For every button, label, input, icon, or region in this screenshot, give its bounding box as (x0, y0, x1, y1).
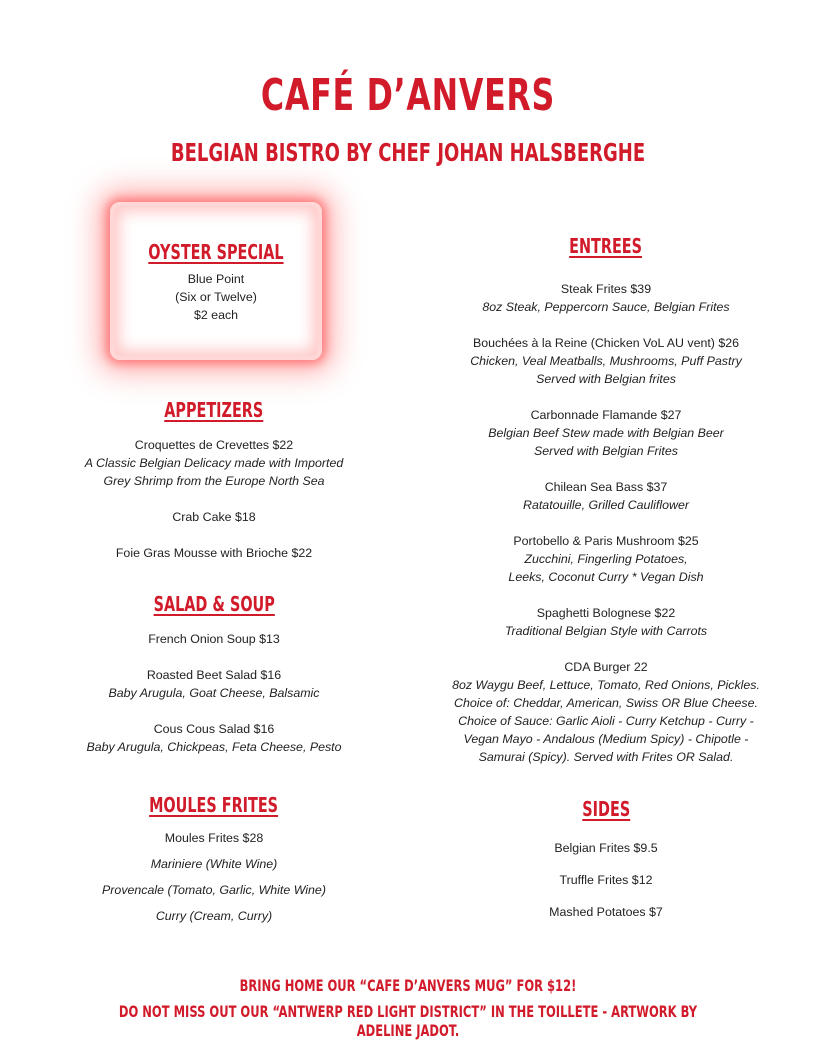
item-desc: Ratatouille, Grilled Cauliflower (523, 498, 689, 512)
item-name: CDA Burger 22 (564, 660, 648, 674)
menu-item (430, 334, 782, 388)
item-name: Chilean Sea Bass $37 (544, 480, 668, 494)
item-desc: Provencale (Tomato, Garlic, White Wine) (102, 883, 326, 897)
oyster-special-heading: OYSTER SPECIAL (148, 240, 284, 264)
item-name: Crab Cake $18 (172, 510, 256, 524)
entrees-heading: ENTREES (569, 234, 643, 258)
item-desc: Baby Arugula, Chickpeas, Feta Cheese, Pesto (86, 740, 342, 754)
item-name: Cous Cous Salad $16 (153, 722, 275, 736)
entrees-section (430, 234, 782, 766)
oyster-line: (Six or Twelve) (175, 290, 257, 304)
footer-mug-promo: BRING HOME OUR “CAFE D’ANVERS MUG” FOR $12! (239, 976, 577, 995)
oyster-line: Blue Point (187, 272, 245, 286)
item-desc: Served with Belgian Frites (534, 444, 678, 458)
menu-item (40, 436, 388, 490)
menu-item (40, 508, 388, 526)
menu-item (430, 478, 782, 514)
item-desc: Zucchini, Fingerling Potatoes, (524, 552, 688, 566)
menu-item (430, 406, 782, 460)
item-desc: Choice of: Cheddar, American, Swiss OR Blue Cheese. (454, 696, 758, 710)
item-desc: Traditional Belgian Style with Carrots (504, 624, 708, 638)
item-desc: Served with Belgian frites (536, 372, 676, 386)
item-name: Roasted Beet Salad $16 (146, 668, 282, 682)
item-name: French Onion Soup $13 (148, 632, 280, 646)
item-desc: Mariniere (White Wine) (150, 857, 278, 871)
menu-item (40, 544, 388, 562)
item-desc: 8oz Waygu Beef, Lettuce, Tomato, Red Onions, Pickles. (452, 678, 760, 692)
item-name: Portobello & Paris Mushroom $25 (513, 534, 699, 548)
item-name: Croquettes de Crevettes $22 (134, 438, 294, 452)
item-desc: Samurai (Spicy). Served with Frites OR Salad. (478, 750, 734, 764)
item-name: Moules Frites $28 (164, 831, 264, 845)
moules-frites-heading: MOULES FRITES (149, 793, 279, 817)
oyster-line: $2 each (193, 308, 239, 322)
item-desc: Vegan Mayo - Andalous (Medium Spicy) - Chipotle - (463, 732, 749, 746)
item-name: Foie Gras Mousse with Brioche $22 (115, 546, 313, 560)
appetizers-section (40, 398, 388, 562)
menu-item (430, 658, 782, 766)
footer-artwork-note: DO NOT MISS OUT OUR “ANTWERP RED LIGHT DISTRICT” IN THE TOILLETE - ARTWORK BY ADELINE JADOT. (118, 1002, 698, 1040)
item-name: Steak Frites $39 (560, 282, 652, 296)
item-desc: Grey Shrimp from the Europe North Sea (103, 474, 325, 488)
item-desc: Curry (Cream, Curry) (155, 909, 273, 923)
item-desc: Leeks, Coconut Curry * Vegan Dish (508, 570, 704, 584)
item-desc: Chicken, Veal Meatballs, Mushrooms, Puff Pastry (470, 354, 742, 368)
salad-soup-heading: SALAD & SOUP (153, 592, 275, 616)
item-desc: A Classic Belgian Delicacy made with Imported (84, 456, 344, 470)
appetizers-heading: APPETIZERS (164, 398, 264, 422)
sides-heading: SIDES (582, 797, 630, 821)
oyster-special-section (110, 240, 322, 324)
side-item: Belgian Frites $9.5 (554, 841, 658, 855)
moules-frites-section (40, 793, 388, 925)
menu-item (430, 532, 782, 586)
sides-section (430, 797, 782, 921)
item-name: Spaghetti Bolognese $22 (536, 606, 676, 620)
menu-item (40, 630, 388, 648)
salad-soup-section (40, 592, 388, 756)
item-desc: Belgian Beef Stew made with Belgian Beer (488, 426, 724, 440)
menu-item (40, 666, 388, 702)
menu-item (430, 604, 782, 640)
side-item: Truffle Frites $12 (559, 873, 653, 887)
item-desc: Choice of Sauce: Garlic Aioli - Curry Ketchup - Curry - (458, 714, 754, 728)
item-desc: Baby Arugula, Goat Cheese, Balsamic (108, 686, 320, 700)
item-name: Carbonnade Flamande $27 (530, 408, 682, 422)
menu-item (40, 720, 388, 756)
page-subtitle: BELGIAN BISTRO BY CHEF JOHAN HALSBERGHE (170, 138, 646, 167)
side-item: Mashed Potatoes $7 (549, 905, 663, 919)
menu-item (430, 280, 782, 316)
page-title: CAFÉ D’ANVERS (260, 70, 556, 121)
item-name: Bouchées à la Reine (Chicken VoL AU vent) $26 (472, 336, 740, 350)
item-desc: 8oz Steak, Peppercorn Sauce, Belgian Frites (482, 300, 730, 314)
